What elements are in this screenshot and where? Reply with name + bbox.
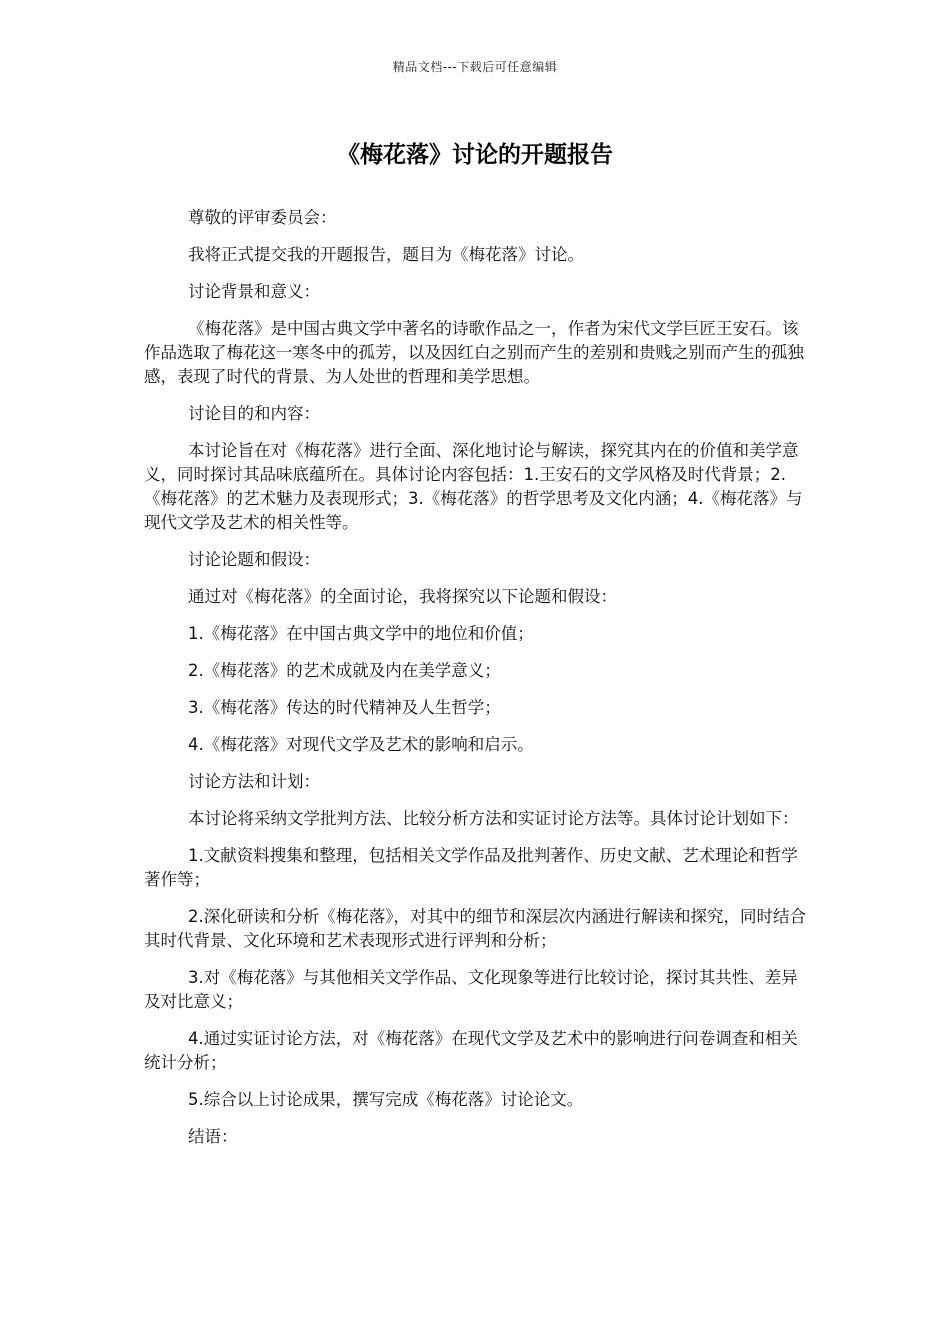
heading-background: 讨论背景和意义：	[188, 282, 320, 301]
header-note: 精品文档---下载后可任意编辑	[392, 60, 558, 74]
list-item-plan-3: 3.对《梅花落》与其他相关文学作品、文化现象等进行比较讨论，探讨其共性、差异及对比意义；	[144, 968, 798, 1011]
heading-methods: 讨论方法和计划：	[188, 772, 320, 791]
list-item-hypothesis-3: 3.《梅花落》传达的时代精神及人生哲学；	[188, 698, 501, 717]
paragraph-salutation: 尊敬的评审委员会：	[188, 208, 337, 227]
list-item-hypothesis-1: 1.《梅花落》在中国古典文学中的地位和价值；	[188, 624, 534, 643]
list-item-plan-1: 1.文献资料搜集和整理，包括相关文学作品及批判著作、历史文献、艺术理论和哲学著作等；	[144, 846, 798, 889]
document-body	[144, 206, 814, 1162]
heading-conclusion: 结语：	[188, 1127, 238, 1146]
paragraph-hypotheses-intro: 通过对《梅花落》的全面讨论，我将探究以下论题和假设：	[188, 587, 617, 606]
heading-hypotheses: 讨论论题和假设：	[188, 550, 320, 569]
list-item-plan-5: 5.综合以上讨论成果，撰写完成《梅花落》讨论论文。	[188, 1090, 584, 1109]
paragraph-purpose: 本讨论旨在对《梅花落》进行全面、深化地讨论与解读，探究其内在的价值和美学意义，同时探讨其品味底蕴所在。具体讨论内容包括：1.王安石的文学风格及时代背景；2.《梅花落》的艺术魅力及表现形式；3.《梅花落》的哲学思考及文化内涵；4.《梅花落》与现代文学及艺术的相关性等。	[144, 441, 803, 532]
paragraph-intro: 我将正式提交我的开题报告，题目为《梅花落》讨论。	[188, 245, 584, 264]
paragraph-background: 《梅花落》是中国古典文学中著名的诗歌作品之一，作者为宋代文学巨匠王安石。该作品选取了梅花这一寒冬中的孤芳，以及因红白之别而产生的差别和贵贱之别而产生的孤独感，表现了时代的背景、为人处世的哲理和美学思想。	[144, 319, 804, 386]
list-item-plan-4: 4.通过实证讨论方法，对《梅花落》在现代文学及艺术中的影响进行问卷调查和相关统计分析；	[144, 1029, 798, 1072]
heading-purpose: 讨论目的和内容：	[188, 404, 320, 423]
document-title: 《梅花落》讨论的开题报告	[337, 142, 613, 168]
list-item-hypothesis-4: 4.《梅花落》对现代文学及艺术的影响和启示。	[188, 735, 534, 754]
list-item-hypothesis-2: 2.《梅花落》的艺术成就及内在美学意义；	[188, 661, 501, 680]
paragraph-methods: 本讨论将采纳文学批判方法、比较分析方法和实证讨论方法等。具体讨论计划如下：	[188, 809, 799, 828]
list-item-plan-2: 2.深化研读和分析《梅花落》，对其中的细节和深层次内涵进行解读和探究，同时结合其时代背景、文化环境和艺术表现形式进行评判和分析；	[144, 907, 806, 950]
